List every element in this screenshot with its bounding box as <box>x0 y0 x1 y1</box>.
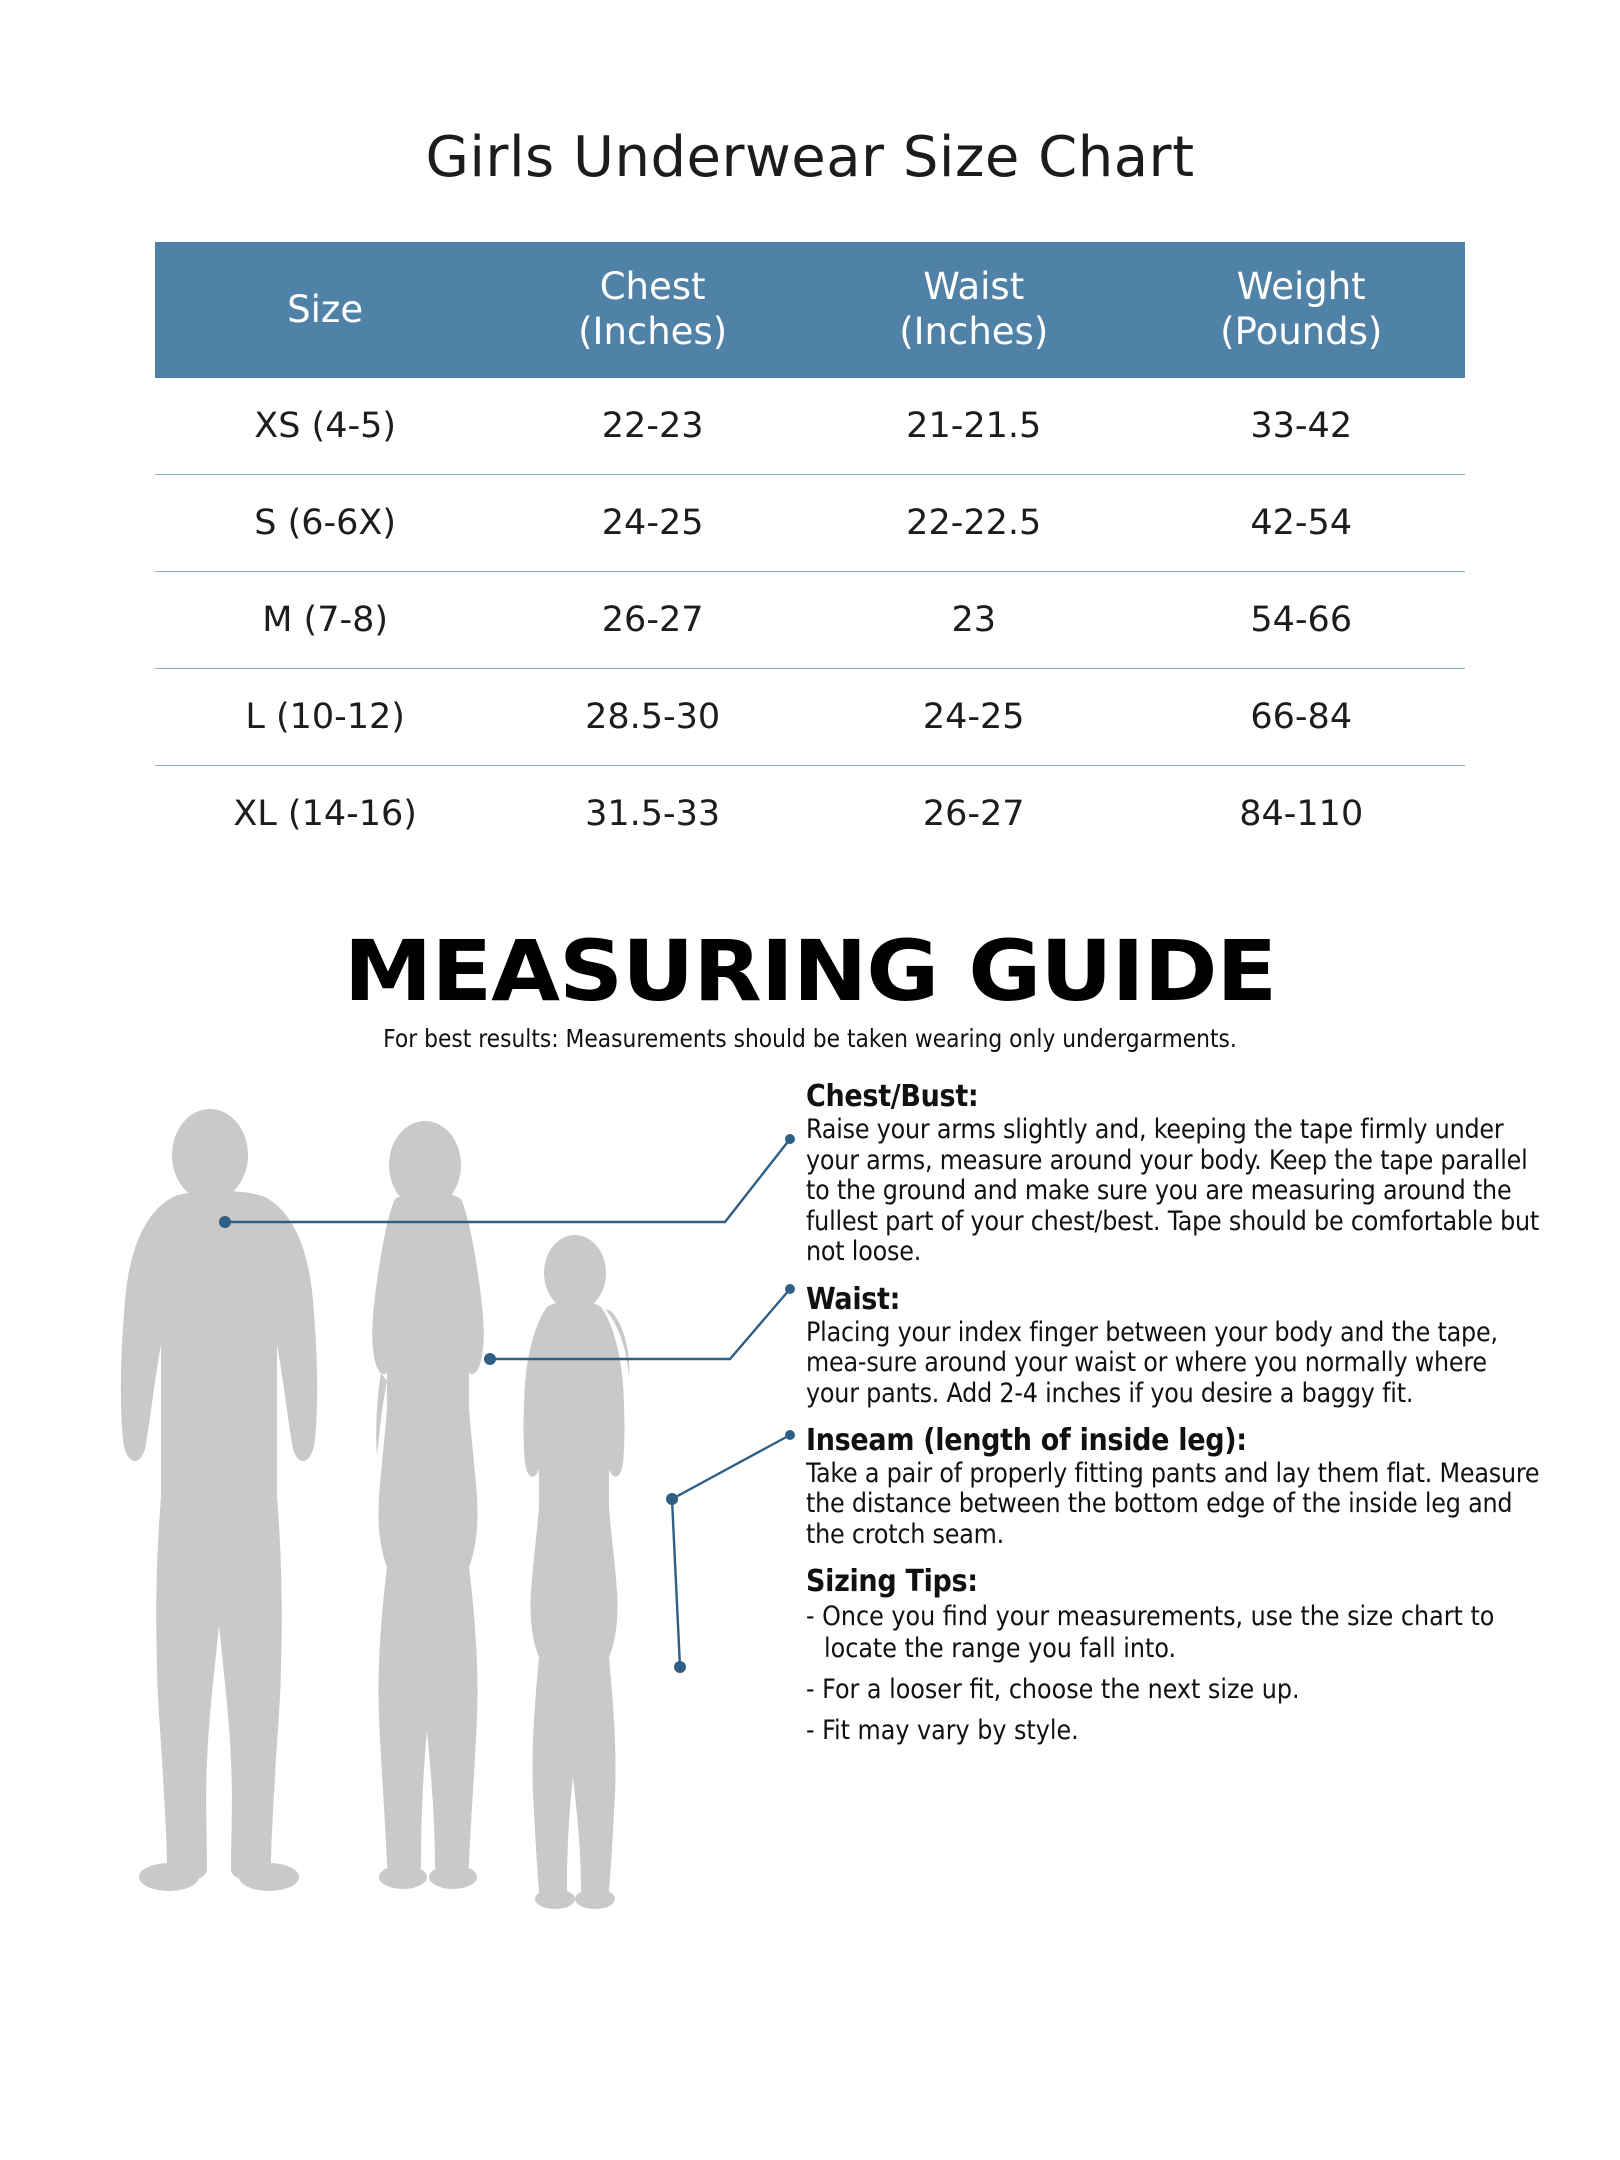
header-line: Chest <box>599 265 706 308</box>
header-line: Size <box>287 287 364 331</box>
cell-weight: 66-84 <box>1137 669 1465 766</box>
size-table-body <box>155 378 1465 862</box>
cell-size: L (10-12) <box>155 669 495 766</box>
instruction-body-waist: Placing your index finger between your body and the tape, mea-sure around your waist or where you normally where your pants. Add 2-4 inches if you desire a baggy fit. <box>806 1316 1498 1409</box>
table-row <box>155 572 1465 669</box>
table-header-row <box>155 242 1465 378</box>
instruction-inseam <box>806 1423 1546 1550</box>
measuring-guide-body <box>0 1067 1620 1947</box>
table-row <box>155 669 1465 766</box>
instruction-heading-waist: Waist: <box>806 1281 901 1317</box>
instruction-heading-chest: Chest/Bust: <box>806 1079 979 1115</box>
table-row <box>155 475 1465 572</box>
header-line-unit: (Pounds) <box>1220 310 1383 354</box>
cell-chest: 28.5-30 <box>495 669 810 766</box>
sizing-tips <box>806 1564 1546 1746</box>
cell-waist: 21-21.5 <box>810 378 1138 475</box>
instruction-body-chest: Raise your arms slightly and, keeping the tape firmly under your arms, measure around your body. Keep the tape parallel to the ground and make sure you are measuring around the fullest part of your chest/best. Tape should be comfortable but not loose. <box>806 1114 1540 1268</box>
cell-chest: 24-25 <box>495 475 810 572</box>
header-line: Waist <box>923 265 1025 308</box>
list-item: - For a looser fit, choose the next size up. <box>806 1673 1300 1705</box>
measuring-guide-subtitle: For best results: Measurements should be taken wearing only undergarments. <box>383 1024 1237 1054</box>
measuring-guide-title: MEASURING GUIDE <box>343 922 1277 1021</box>
column-header-size <box>155 242 495 378</box>
size-table <box>155 242 1465 862</box>
measuring-instructions <box>806 1079 1546 1756</box>
instruction-chest <box>806 1079 1546 1267</box>
size-table-container <box>155 242 1465 862</box>
measuring-guide <box>0 922 1620 1947</box>
instruction-body-inseam: Take a pair of properly fitting pants and lay them flat. Measure the distance between the bottom edge of the inside leg and the crotch seam. <box>806 1458 1540 1550</box>
cell-size: XS (4-5) <box>155 378 495 475</box>
instruction-heading-inseam: Inseam (length of inside leg): <box>806 1423 1247 1458</box>
cell-waist: 23 <box>810 572 1138 669</box>
size-table-header <box>155 242 1465 378</box>
male-figure-silhouette <box>121 1109 317 1891</box>
cell-chest: 31.5-33 <box>585 794 721 835</box>
list-item: - Fit may vary by style. <box>806 1715 1079 1747</box>
cell-size: S (6-6X) <box>155 475 495 572</box>
cell-weight: 33-42 <box>1137 378 1465 475</box>
cell-weight: 42-54 <box>1137 475 1465 572</box>
cell-weight: 84-110 <box>1239 794 1364 835</box>
figures-illustration <box>95 1077 755 1937</box>
sizing-tips-list <box>806 1601 1546 1746</box>
header-line: Weight <box>1236 265 1366 308</box>
cell-weight: 54-66 <box>1137 572 1465 669</box>
cell-waist: 24-25 <box>810 669 1138 766</box>
female-figure-silhouette <box>372 1121 484 1889</box>
column-header-weight <box>1137 242 1465 378</box>
cell-chest: 26-27 <box>495 572 810 669</box>
list-item: - Once you find your measurements, use the size chart to locate the range you fall into. <box>806 1601 1495 1664</box>
cell-size: XL (14-16) <box>233 794 417 835</box>
table-row <box>155 766 1465 863</box>
header-line-unit: (Inches) <box>578 310 728 354</box>
page-title: Girls Underwear Size Chart <box>425 125 1195 190</box>
cell-waist: 26-27 <box>922 794 1025 835</box>
child-figure-silhouette <box>524 1235 630 1909</box>
cell-chest: 22-23 <box>495 378 810 475</box>
header-line-unit: (Inches) <box>899 310 1049 354</box>
cell-waist: 22-22.5 <box>810 475 1138 572</box>
sizing-tips-heading: Sizing Tips: <box>806 1564 978 1600</box>
cell-size: M (7-8) <box>155 572 495 669</box>
column-header-waist <box>810 242 1138 378</box>
table-row <box>155 378 1465 475</box>
instruction-waist <box>806 1282 1546 1409</box>
column-header-chest <box>495 242 810 378</box>
